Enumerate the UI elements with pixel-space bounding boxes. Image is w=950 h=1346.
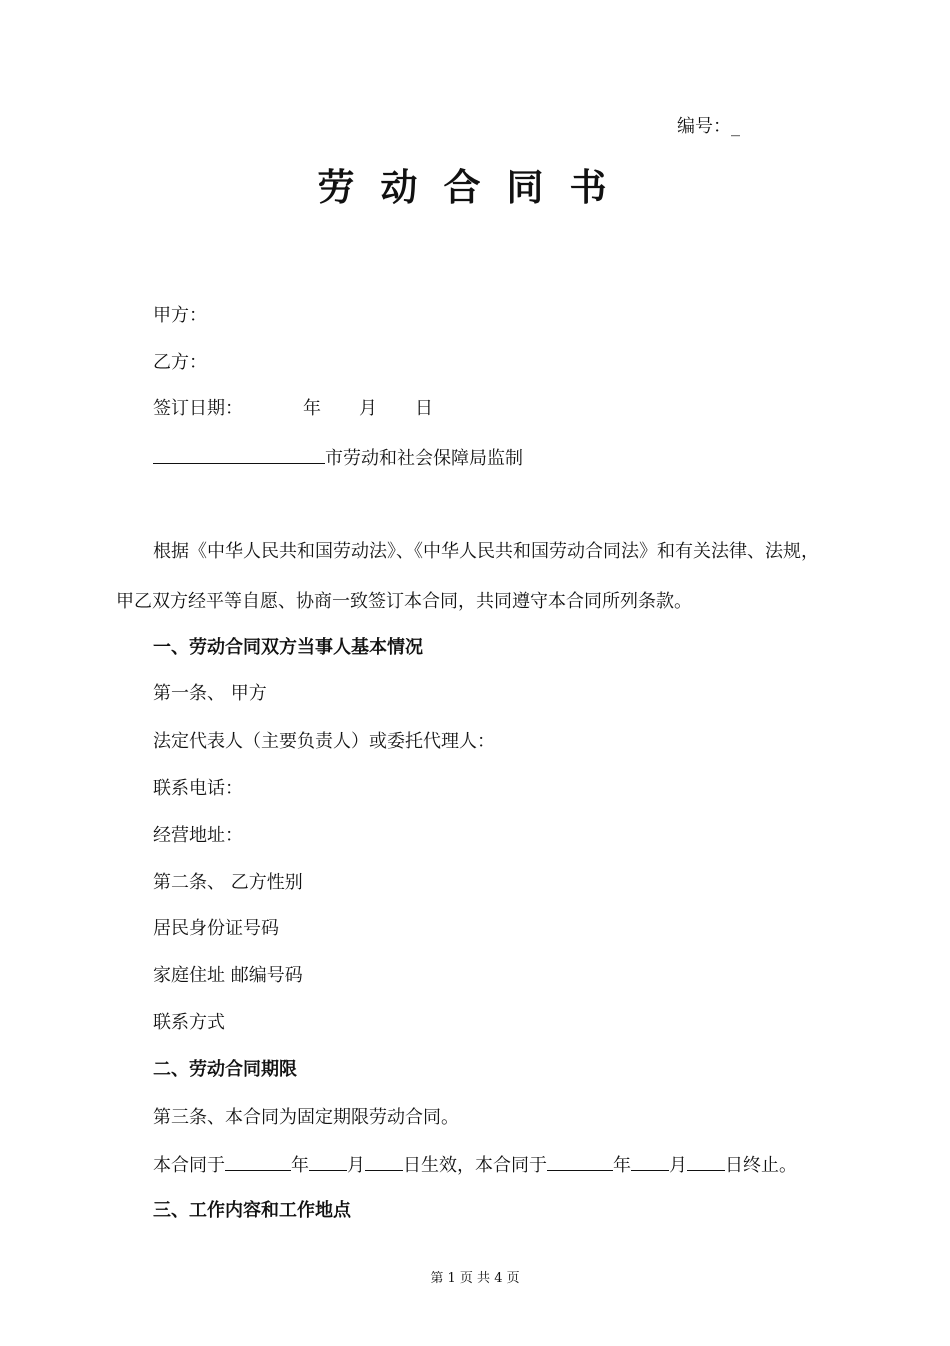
start-day-blank (365, 1152, 403, 1171)
end-year-label: 年 (613, 1155, 631, 1176)
intro-line-2: 甲乙双方经平等自愿、协商一致签订本合同，共同遵守本合同所列条款。 (116, 591, 692, 612)
start-month-blank (309, 1152, 347, 1171)
end-day-blank (687, 1152, 725, 1171)
start-year-label: 年 (291, 1155, 309, 1176)
section-1-heading: 一、劳动合同双方当事人基本情况 (153, 637, 423, 658)
sign-date-line (153, 397, 433, 421)
start-month-label: 月 (347, 1155, 365, 1176)
city-blank (153, 445, 325, 464)
article-2: 第二条、 乙方性别 (153, 872, 303, 893)
end-year-blank (547, 1152, 613, 1171)
document-number-value: _ (731, 116, 740, 137)
supervisor-line (153, 445, 523, 471)
article-1: 第一条、 甲方 (153, 683, 267, 704)
party-a-line: 甲方： (153, 305, 207, 326)
id-number-line: 居民身份证号码 (153, 918, 279, 939)
address-line: 经营地址： (153, 825, 243, 846)
end-text: 日终止。 (725, 1155, 797, 1176)
end-month-blank (631, 1152, 669, 1171)
legal-rep-line: 法定代表人（主要负责人）或委托代理人： (153, 731, 495, 752)
term-prefix: 本合同于 (153, 1155, 225, 1176)
end-month-label: 月 (669, 1155, 687, 1176)
sign-date-day: 日 (415, 398, 433, 419)
home-address-line: 家庭住址 邮编号码 (153, 965, 303, 986)
phone-line: 联系电话： (153, 778, 243, 799)
section-3-heading: 三、工作内容和工作地点 (153, 1200, 351, 1221)
start-year-blank (225, 1152, 291, 1171)
supervisor-text: 市劳动和社会保障局监制 (325, 448, 523, 469)
document-number (677, 115, 740, 139)
page-title: 劳动合同书 (317, 166, 633, 209)
sign-date-year: 年 (303, 398, 321, 419)
contact-line: 联系方式 (153, 1012, 225, 1033)
sign-date-month: 月 (359, 398, 377, 419)
effective-text: 日生效，本合同于 (403, 1155, 547, 1176)
intro-line-1: 根据《中华人民共和国劳动法》、《中华人民共和国劳动合同法》和有关法律、法规， (153, 541, 819, 562)
document-number-label: 编号： (677, 116, 731, 137)
sign-date-label: 签订日期： (153, 398, 243, 419)
page-number-footer: 第 1 页 共 4 页 (430, 1271, 520, 1286)
contract-term-line (153, 1152, 797, 1178)
section-2-heading: 二、劳动合同期限 (153, 1059, 297, 1080)
party-b-line: 乙方： (153, 352, 207, 373)
article-3: 第三条、本合同为固定期限劳动合同。 (153, 1107, 459, 1128)
